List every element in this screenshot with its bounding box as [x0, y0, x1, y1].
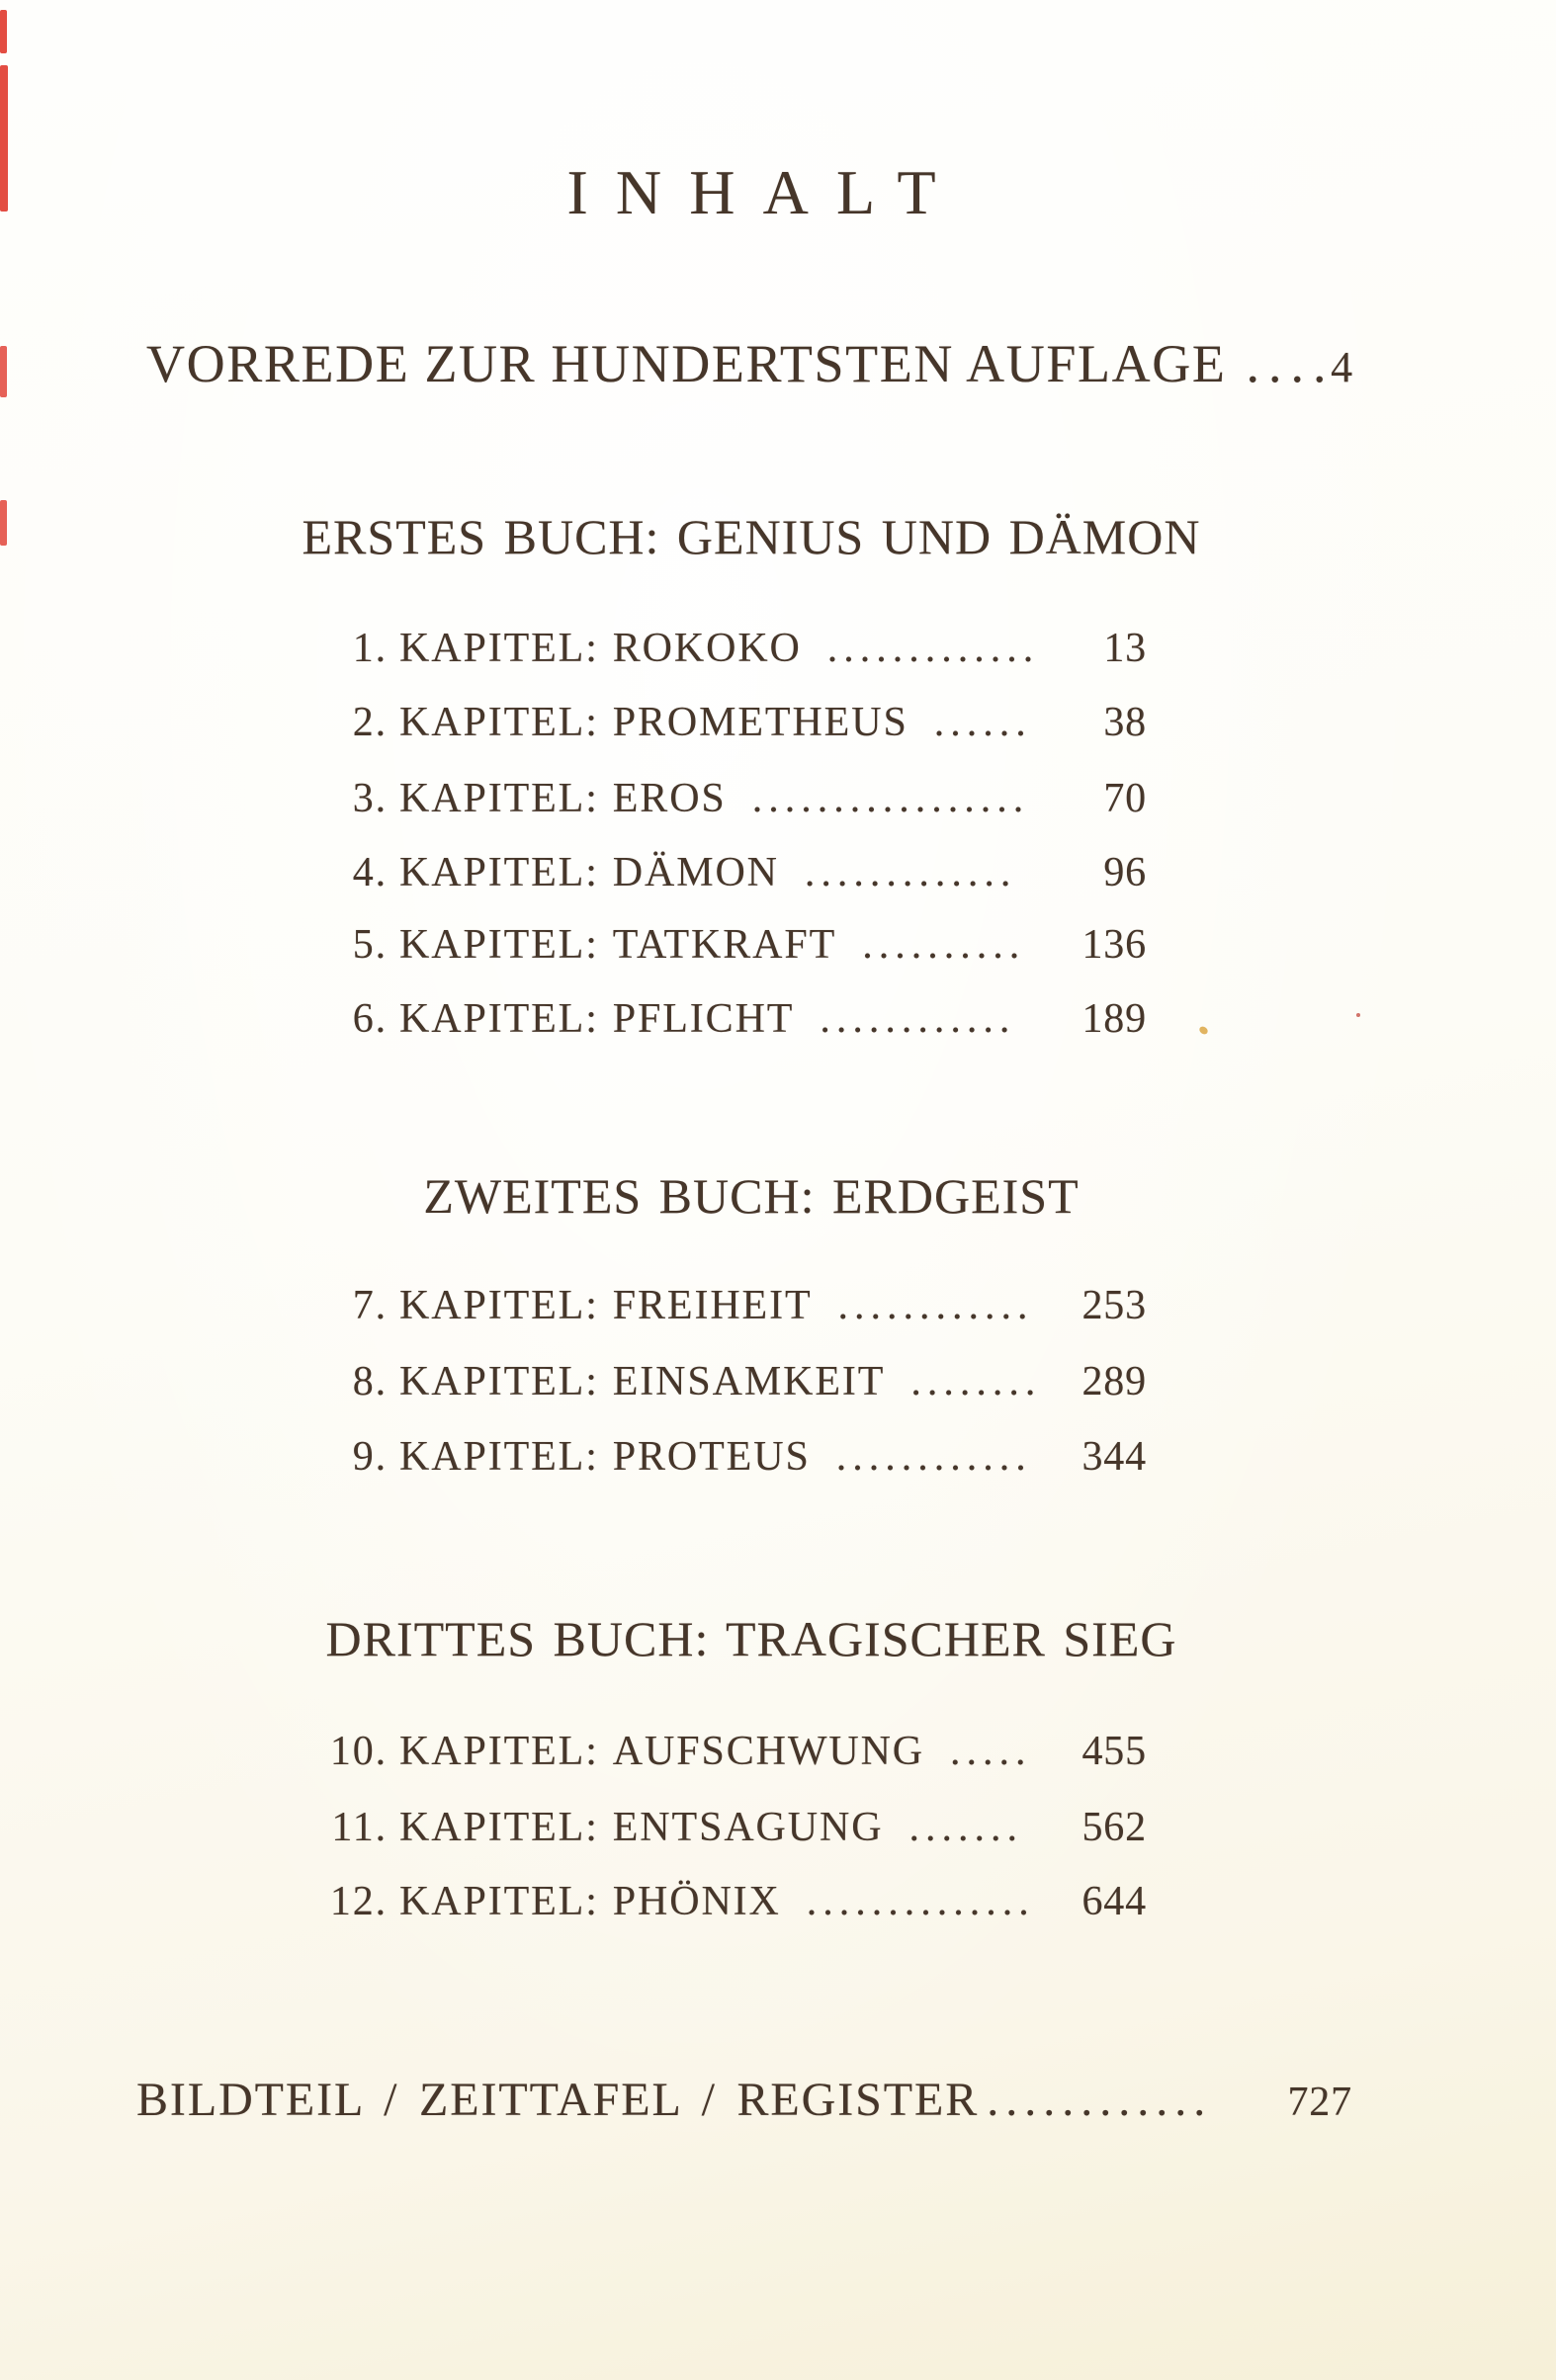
leader-dots: ....	[1246, 334, 1336, 393]
page-number: 4	[1331, 343, 1353, 391]
leader-dots: ............	[987, 2074, 1213, 2126]
toc-entry	[326, 1361, 1147, 1402]
toc-entry	[326, 998, 1147, 1040]
toc-entry-vorrede	[146, 334, 1353, 393]
entry-title: KAPITEL: EROS	[399, 776, 727, 821]
page-number: 289	[1081, 1359, 1147, 1404]
paper-speck	[1356, 1013, 1360, 1017]
entry-number: 7.	[352, 1283, 388, 1328]
page-number: 13	[1103, 626, 1147, 671]
book-heading: DRITTES BUCH: TRAGISCHER SIEG	[325, 1611, 1177, 1666]
entry-title: KAPITEL: TATKRAFT	[399, 922, 837, 968]
toc-entry	[326, 702, 1147, 743]
entry-number: 5.	[352, 922, 388, 968]
entry-number: 8.	[352, 1359, 388, 1404]
page-number: 70	[1103, 776, 1147, 821]
entry-number: 1.	[352, 626, 388, 671]
entry-number: 9.	[352, 1434, 388, 1480]
leader-dots: ........	[910, 1359, 1042, 1404]
toc-entry-footer	[136, 2074, 1352, 2126]
entry-title: KAPITEL: EINSAMKEIT	[399, 1359, 886, 1404]
leader-dots: .....	[950, 1729, 1032, 1774]
entry-number: 3.	[352, 776, 388, 821]
paper-speck	[1198, 1025, 1209, 1036]
leader-dots: ............	[835, 1434, 1032, 1480]
leader-dots: .......	[908, 1805, 1023, 1850]
leader-dots: ..........	[862, 922, 1026, 968]
book-heading: ZWEITES BUCH: ERDGEIST	[423, 1168, 1080, 1224]
entry-title: KAPITEL: ROKOKO	[399, 626, 802, 671]
leader-dots: .............	[804, 850, 1017, 895]
entry-number: 2.	[352, 700, 388, 745]
entry-number: 10.	[329, 1729, 388, 1774]
entry-number: 4.	[352, 850, 388, 895]
page-number: 136	[1081, 922, 1147, 968]
entry-number: 12.	[329, 1879, 388, 1924]
leader-dots: ..............	[806, 1879, 1035, 1924]
entry-title: BILDTEIL / ZEITTAFEL / REGISTER	[136, 2074, 980, 2126]
toc-entry	[326, 1807, 1147, 1848]
page-number: 727	[1287, 2080, 1352, 2125]
entry-number: 6.	[352, 996, 388, 1042]
leader-dots: ............	[820, 996, 1016, 1042]
entry-title: KAPITEL: DÄMON	[399, 850, 779, 895]
leader-dots: ............	[837, 1283, 1034, 1328]
leader-dots: .................	[751, 776, 1030, 821]
toc-entry	[326, 628, 1147, 669]
entry-title: VORREDE ZUR HUNDERTSTEN AUFLAGE	[146, 334, 1227, 393]
entry-title: KAPITEL: AUFSCHWUNG	[399, 1729, 925, 1774]
page-number: 644	[1081, 1879, 1147, 1924]
toc-entry	[326, 1285, 1147, 1326]
page-edge-mark	[0, 346, 7, 397]
book-heading: ERSTES BUCH: GENIUS UND DÄMON	[302, 509, 1201, 564]
toc-entry	[326, 1731, 1147, 1772]
page-title: INHALT	[566, 157, 964, 227]
page-number: 344	[1081, 1434, 1147, 1480]
page-number: 455	[1081, 1729, 1147, 1774]
entry-title: KAPITEL: PFLICHT	[399, 996, 795, 1042]
entry-title: KAPITEL: FREIHEIT	[399, 1283, 813, 1328]
page-number: 562	[1081, 1805, 1147, 1850]
entry-title: KAPITEL: PROTEUS	[399, 1434, 811, 1480]
page-number: 253	[1081, 1283, 1147, 1328]
page-number: 38	[1103, 700, 1147, 745]
page-number: 189	[1081, 996, 1147, 1042]
toc-entry	[326, 1436, 1147, 1478]
entry-title: KAPITEL: PROMETHEUS	[399, 700, 908, 745]
page-edge-mark	[0, 10, 7, 53]
entry-title: KAPITEL: PHÖNIX	[399, 1879, 781, 1924]
toc-entry	[326, 778, 1147, 819]
leader-dots: ......	[933, 700, 1032, 745]
page-number: 96	[1103, 850, 1147, 895]
toc-entry	[326, 852, 1147, 893]
toc-entry	[326, 924, 1147, 966]
leader-dots: .............	[826, 626, 1040, 671]
toc-entry	[326, 1881, 1147, 1922]
entry-number: 11.	[331, 1805, 388, 1850]
entry-title: KAPITEL: ENTSAGUNG	[399, 1805, 884, 1850]
